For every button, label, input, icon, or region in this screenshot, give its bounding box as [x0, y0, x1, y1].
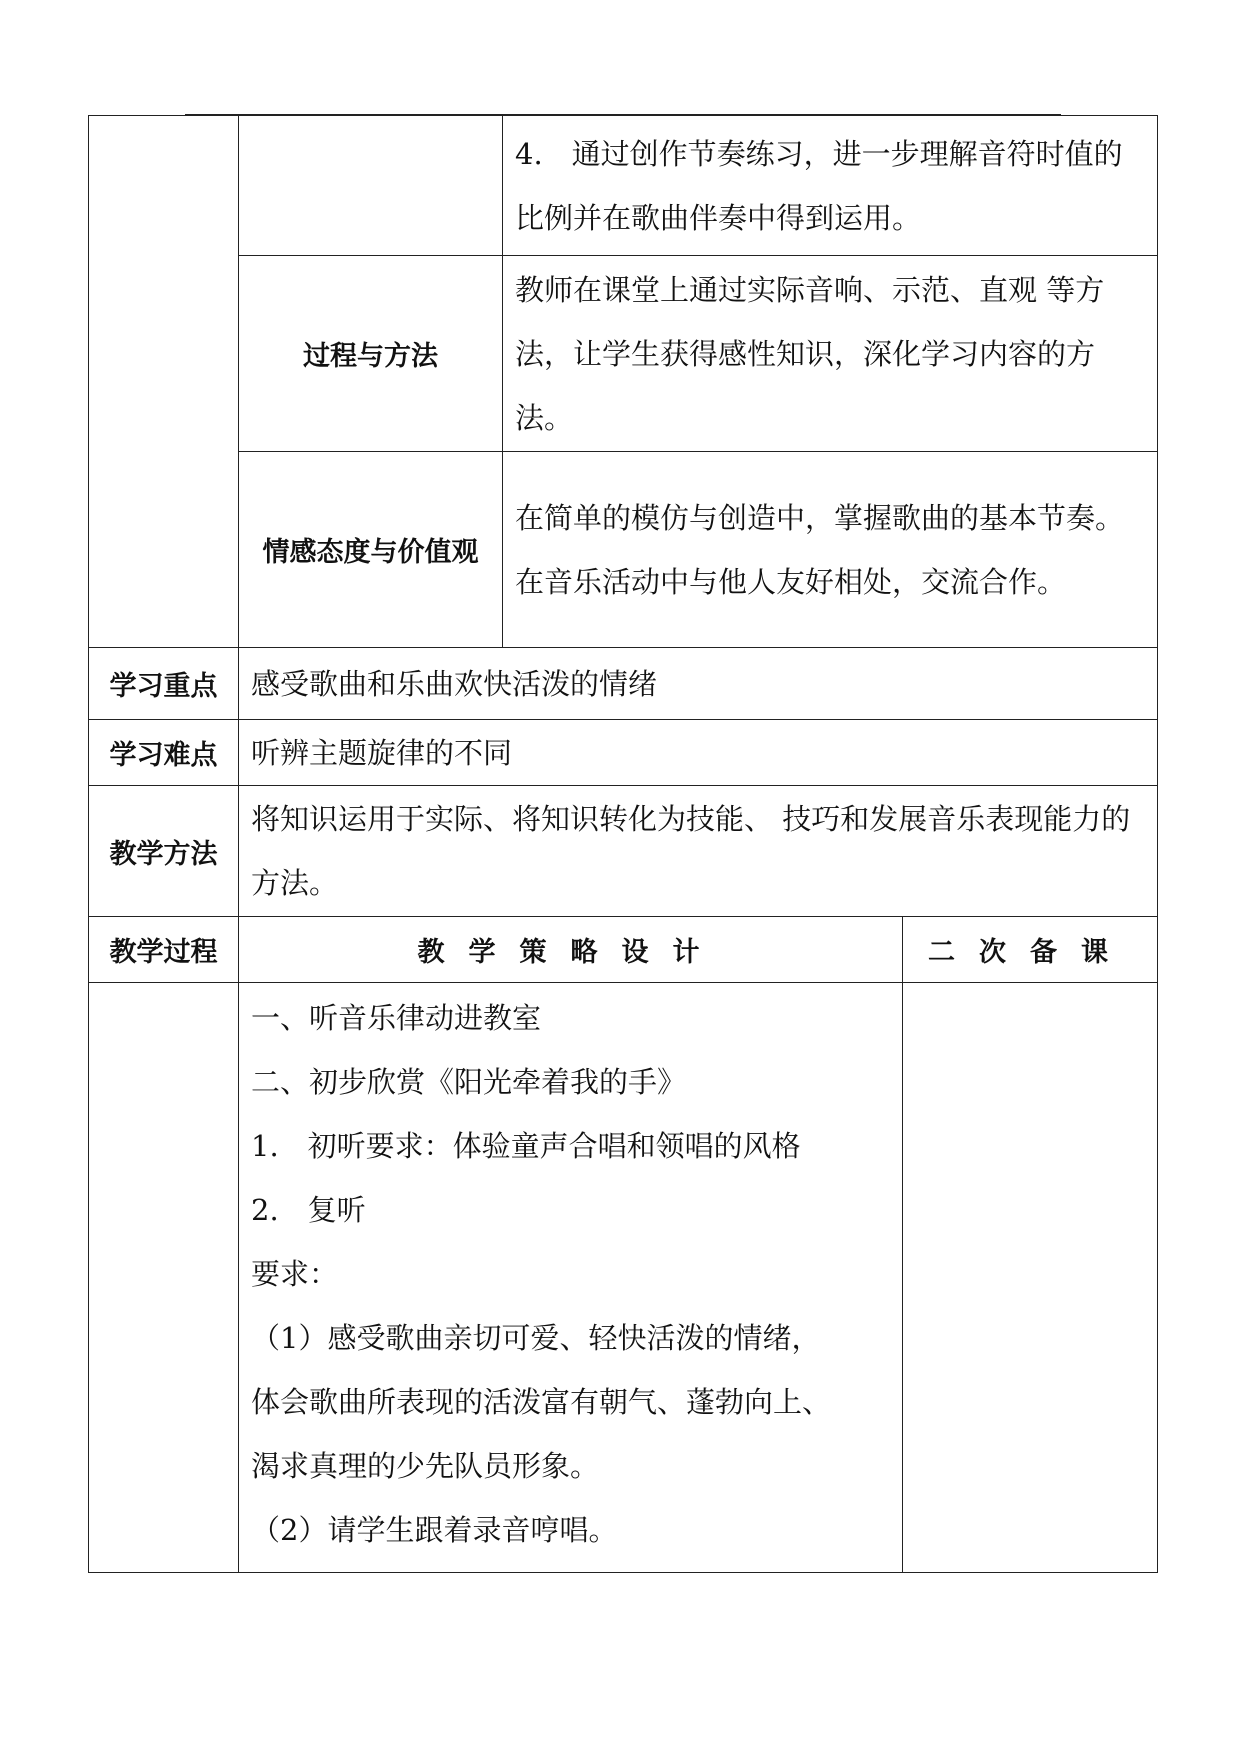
difficulty-label: 学习难点: [89, 720, 239, 786]
second-prep-empty-cell: [903, 983, 1158, 1573]
objectives-outer-label-cell: [89, 116, 239, 648]
emotion-values-label: 情感态度与价值观: [239, 452, 503, 648]
difficulty-text: 听辨主题旋律的不同: [239, 720, 1158, 786]
process-line-5: 要求：: [251, 1257, 339, 1291]
objective-row-process: [89, 256, 1158, 452]
process-line-8: 渴求真理的少先队员形象。: [251, 1449, 600, 1483]
teaching-process-label: 教学过程: [89, 917, 239, 983]
process-method-text: 教师在课堂上通过实际音响、示范、直观 等方法，让学生获得感性知识，深化学习内容的方法。: [503, 256, 1158, 452]
process-line-4: 2. 复听: [251, 1193, 366, 1227]
lesson-plan-table: [88, 115, 1158, 1573]
process-method-label: 过程与方法: [239, 256, 503, 452]
emotion-values-text: 在简单的模仿与创造中，掌握歌曲的基本节奏。在音乐活动中与他人友好相处，交流合作。: [503, 452, 1158, 648]
strategy-design-header: 教学策略设计: [239, 917, 903, 983]
difficulty-row: [89, 720, 1158, 786]
knowledge-label-cell: [239, 116, 503, 256]
key-point-text: 感受歌曲和乐曲欢快活泼的情绪: [239, 648, 1158, 720]
objective-row-emotion: [89, 452, 1158, 648]
method-text: 将知识运用于实际、将知识转化为技能、 技巧和发展音乐表现能力的方法。: [239, 786, 1158, 917]
method-row: [89, 786, 1158, 917]
process-line-9: （2）请学生跟着录音哼唱。: [251, 1513, 618, 1547]
knowledge-item-4: 4. 通过创作节奏练习，进一步理解音符时值的比例并在歌曲伴奏中得到运用。: [503, 116, 1158, 256]
process-header-row: [89, 917, 1158, 983]
process-content-cell: [239, 983, 903, 1573]
process-line-3: 1. 初听要求：体验童声合唱和领唱的风格: [251, 1129, 801, 1163]
key-point-label: 学习重点: [89, 648, 239, 720]
process-line-7: 体会歌曲所表现的活泼富有朝气、蓬勃向上、: [251, 1385, 832, 1419]
method-label: 教学方法: [89, 786, 239, 917]
process-line-2: 二、初步欣赏《阳光牵着我的手》: [251, 1065, 687, 1099]
process-empty-cell: [89, 983, 239, 1573]
process-content-row: [89, 983, 1158, 1573]
process-line-6: （1）感受歌曲亲切可爱、轻快活泼的情绪，: [251, 1321, 821, 1355]
process-line-1: 一、听音乐律动进教室: [251, 1001, 542, 1035]
objective-row-knowledge: [89, 116, 1158, 256]
key-point-row: [89, 648, 1158, 720]
second-prep-header: 二次备课: [903, 917, 1158, 983]
